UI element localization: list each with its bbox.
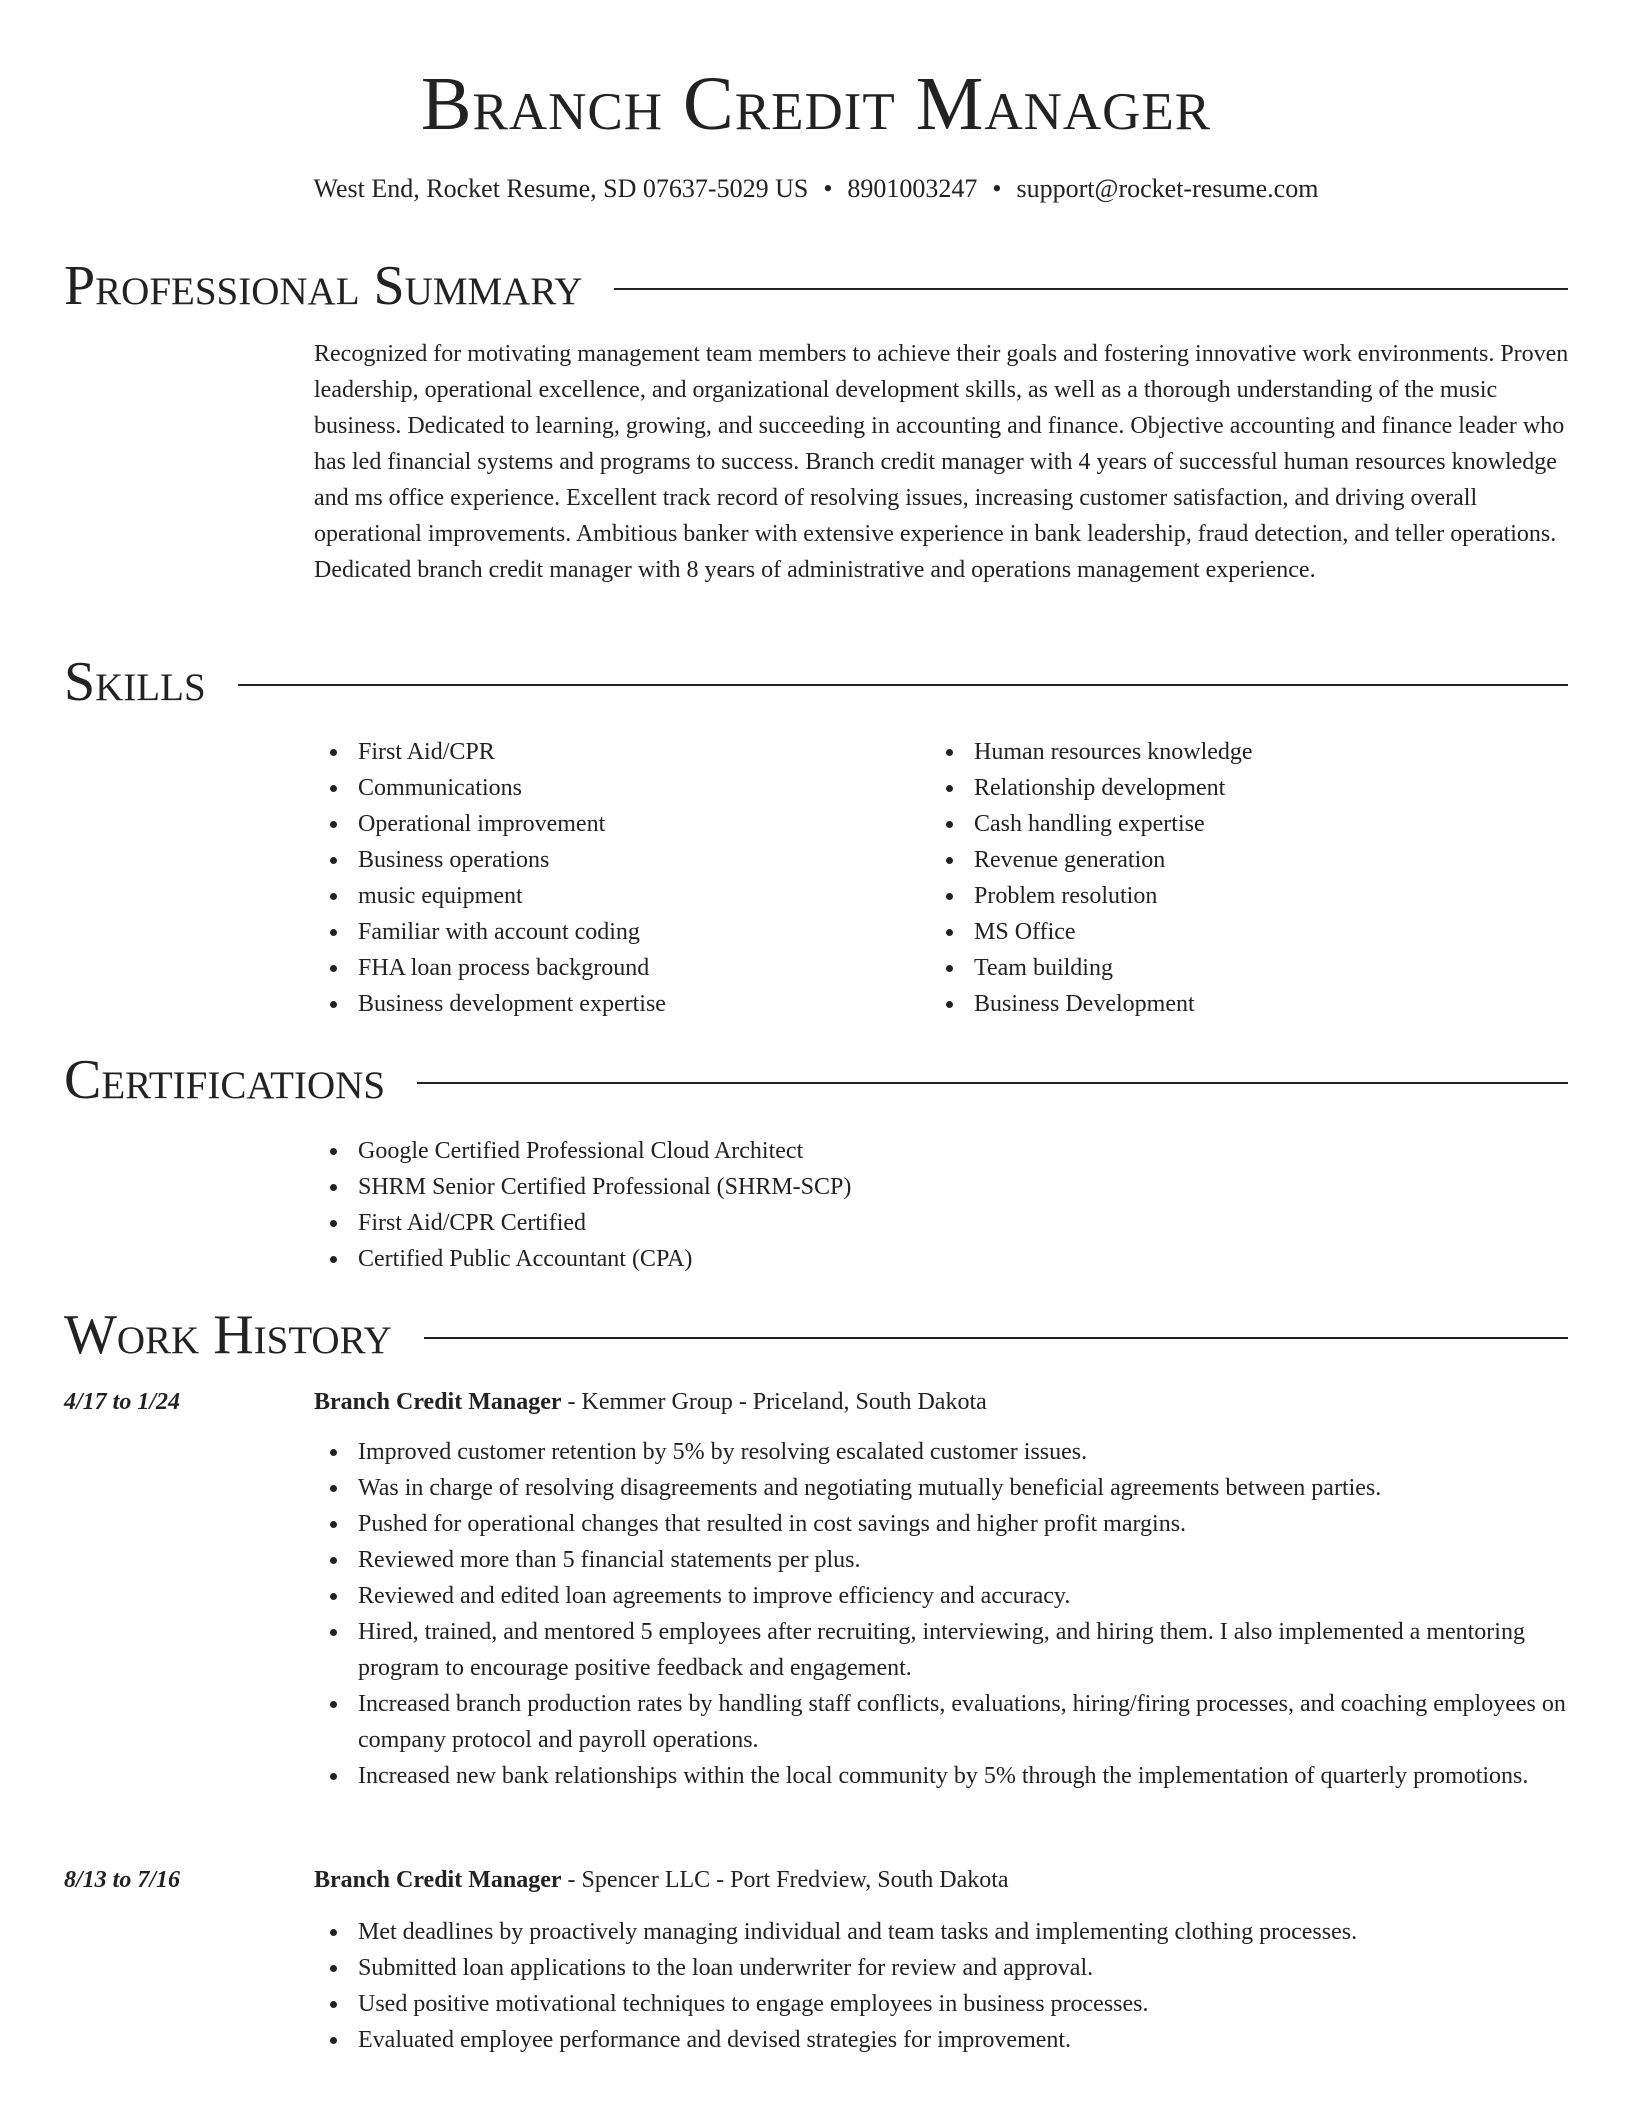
job-dates: 8/13 to 7/16 xyxy=(64,1867,181,1893)
duty-text: Increased branch production rates by handling staff conflicts, evaluations, hiring/firing processes, and coaching employees on company protocol and payroll operations. xyxy=(358,1691,1566,1753)
section-title: Work History xyxy=(64,1304,392,1366)
bullet-icon xyxy=(330,1521,337,1528)
job-employer-location: - Spencer LLC - Port Fredview, South Dakota xyxy=(561,1867,1009,1893)
duty-text: Submitted loan applications to the loan underwriter for review and approval. xyxy=(358,1955,1094,1981)
list-item xyxy=(314,1241,1514,1277)
bullet-icon xyxy=(946,893,953,900)
list-item xyxy=(930,770,1530,806)
skill-text: Familiar with account coding xyxy=(358,919,640,945)
list-item xyxy=(930,842,1530,878)
list-item xyxy=(314,1686,1570,1758)
bullet-icon xyxy=(330,1220,337,1227)
list-item xyxy=(314,986,914,1022)
contact-separator: • xyxy=(823,174,833,203)
section-heading-certifications xyxy=(64,1048,1568,1112)
skill-text: music equipment xyxy=(358,883,523,909)
bullet-icon xyxy=(330,1701,337,1708)
skill-text: Relationship development xyxy=(974,775,1226,801)
certification-text: Certified Public Accountant (CPA) xyxy=(358,1246,693,1272)
list-item xyxy=(314,2022,1570,2058)
bullet-icon xyxy=(330,785,337,792)
bullet-icon xyxy=(330,1629,337,1636)
list-item xyxy=(314,1506,1570,1542)
bullet-icon xyxy=(946,821,953,828)
section-heading-work-history xyxy=(64,1303,1568,1367)
duty-text: Was in charge of resolving disagreements and negotiating mutually beneficial agreements between parties. xyxy=(358,1475,1382,1501)
list-item xyxy=(314,806,914,842)
list-item xyxy=(314,1205,1514,1241)
certification-text: SHRM Senior Certified Professional (SHRM-SCP) xyxy=(358,1174,852,1200)
duty-text: Reviewed and edited loan agreements to improve efficiency and accuracy. xyxy=(358,1583,1071,1609)
skill-text: Communications xyxy=(358,775,522,801)
list-item xyxy=(314,1914,1570,1950)
skill-text: Revenue generation xyxy=(974,847,1166,873)
skill-text: Cash handling expertise xyxy=(974,811,1205,837)
bullet-icon xyxy=(330,1557,337,1564)
section-divider xyxy=(424,1337,1568,1339)
duty-text: Evaluated employee performance and devised strategies for improvement. xyxy=(358,2027,1072,2053)
section-divider xyxy=(614,288,1568,290)
bullet-icon xyxy=(946,785,953,792)
bullet-icon xyxy=(330,1593,337,1600)
skills-list-left xyxy=(314,734,914,1022)
duty-text: Pushed for operational changes that resulted in cost savings and higher profit margins. xyxy=(358,1511,1187,1537)
skill-text: FHA loan process background xyxy=(358,955,650,981)
contact-address: West End, Rocket Resume, SD 07637-5029 US xyxy=(313,174,809,203)
skills-list-right xyxy=(930,734,1530,1022)
bullet-icon xyxy=(330,821,337,828)
bullet-icon xyxy=(330,2001,337,2008)
skill-text: Business Development xyxy=(974,991,1195,1017)
bullet-icon xyxy=(946,857,953,864)
duty-text: Improved customer retention by 5% by resolving escalated customer issues. xyxy=(358,1439,1088,1465)
list-item xyxy=(314,950,914,986)
bullet-icon xyxy=(330,857,337,864)
bullet-icon xyxy=(330,893,337,900)
list-item xyxy=(930,878,1530,914)
skill-text: Problem resolution xyxy=(974,883,1158,909)
bullet-icon xyxy=(330,1773,337,1780)
contact-email: support@rocket-resume.com xyxy=(1016,174,1319,203)
bullet-icon xyxy=(330,965,337,972)
section-heading-skills xyxy=(64,650,1568,714)
section-title: Skills xyxy=(64,651,206,713)
job-title: Branch Credit Manager xyxy=(314,1867,562,1893)
duty-text: Hired, trained, and mentored 5 employees after recruiting, interviewing, and hiring them. I also implemented a mentoring program to encourage positive feedback and engagement. xyxy=(358,1619,1525,1681)
list-item xyxy=(314,1434,1570,1470)
bullet-icon xyxy=(330,929,337,936)
contact-separator: • xyxy=(992,174,1002,203)
skill-text: MS Office xyxy=(974,919,1076,945)
list-item xyxy=(314,878,914,914)
bullet-icon xyxy=(330,1148,337,1155)
contact-line xyxy=(0,172,1632,206)
bullet-icon xyxy=(330,1001,337,1008)
bullet-icon xyxy=(946,1001,953,1008)
list-item xyxy=(930,806,1530,842)
certification-text: First Aid/CPR Certified xyxy=(358,1210,587,1236)
list-item xyxy=(930,734,1530,770)
bullet-icon xyxy=(330,1449,337,1456)
list-item xyxy=(314,1542,1570,1578)
bullet-icon xyxy=(330,749,337,756)
bullet-icon xyxy=(330,1485,337,1492)
list-item xyxy=(314,770,914,806)
skill-text: Business operations xyxy=(358,847,550,873)
list-item xyxy=(314,1578,1570,1614)
bullet-icon xyxy=(946,929,953,936)
certification-text: Google Certified Professional Cloud Architect xyxy=(358,1138,804,1164)
candidate-name: Branch Credit Manager xyxy=(420,62,1212,146)
list-item xyxy=(314,1986,1570,2022)
section-title: Certifications xyxy=(64,1049,386,1111)
duty-text: Reviewed more than 5 financial statements per plus. xyxy=(358,1547,861,1573)
job-dates: 4/17 to 1/24 xyxy=(64,1389,181,1415)
skill-text: Human resources knowledge xyxy=(974,739,1253,765)
job-title: Branch Credit Manager xyxy=(314,1389,562,1415)
list-item xyxy=(930,950,1530,986)
skill-text: First Aid/CPR xyxy=(358,739,495,765)
list-item xyxy=(314,734,914,770)
bullet-icon xyxy=(330,1184,337,1191)
job-header xyxy=(314,1862,1009,1898)
duty-text: Increased new bank relationships within the local community by 5% through the implementation of quarterly promotions. xyxy=(358,1763,1529,1789)
list-item xyxy=(930,986,1530,1022)
list-item xyxy=(314,1758,1570,1794)
section-heading-summary xyxy=(64,254,1568,318)
section-title: Professional Summary xyxy=(64,255,583,317)
list-item xyxy=(314,914,914,950)
skill-text: Business development expertise xyxy=(358,991,666,1017)
duty-text: Used positive motivational techniques to engage employees in business processes. xyxy=(358,1991,1149,2017)
job-duties-list xyxy=(314,1434,1570,1794)
duty-text: Met deadlines by proactively managing individual and team tasks and implementing clothing processes. xyxy=(358,1919,1358,1945)
list-item xyxy=(314,1614,1570,1686)
section-divider xyxy=(238,684,1568,686)
list-item xyxy=(930,914,1530,950)
contact-phone: 8901003247 xyxy=(847,174,978,203)
bullet-icon xyxy=(330,2037,337,2044)
list-item xyxy=(314,1950,1570,1986)
job-header xyxy=(314,1384,987,1420)
list-item xyxy=(314,1169,1514,1205)
summary-paragraph: Recognized for motivating management team members to achieve their goals and fostering innovative work environments. Proven leadership, operational excellence, and organizational development skills, as well as a thorough understanding of the music business. Dedicated to learning, growing, and succeeding in accounting and finance. Objective accounting and finance leader who has led financial systems and programs to success. Branch credit manager with 4 years of successful human resources knowledge and ms office experience. Excellent track record of resolving issues, increasing customer satisfaction, and driving overall operational improvements. Ambitious banker with extensive experience in bank leadership, fraud detection, and teller operations. Dedicated branch credit manager with 8 years of administrative and operations management experience. xyxy=(314,341,1569,583)
skill-text: Team building xyxy=(974,955,1113,981)
certifications-list xyxy=(314,1133,1514,1277)
bullet-icon xyxy=(330,1929,337,1936)
skill-text: Operational improvement xyxy=(358,811,606,837)
bullet-icon xyxy=(330,1965,337,1972)
section-divider xyxy=(417,1082,1568,1084)
bullet-icon xyxy=(946,965,953,972)
list-item xyxy=(314,1470,1570,1506)
list-item xyxy=(314,1133,1514,1169)
bullet-icon xyxy=(946,749,953,756)
job-employer-location: - Kemmer Group - Priceland, South Dakota xyxy=(561,1389,987,1415)
list-item xyxy=(314,842,914,878)
bullet-icon xyxy=(330,1256,337,1263)
job-duties-list xyxy=(314,1914,1570,2058)
